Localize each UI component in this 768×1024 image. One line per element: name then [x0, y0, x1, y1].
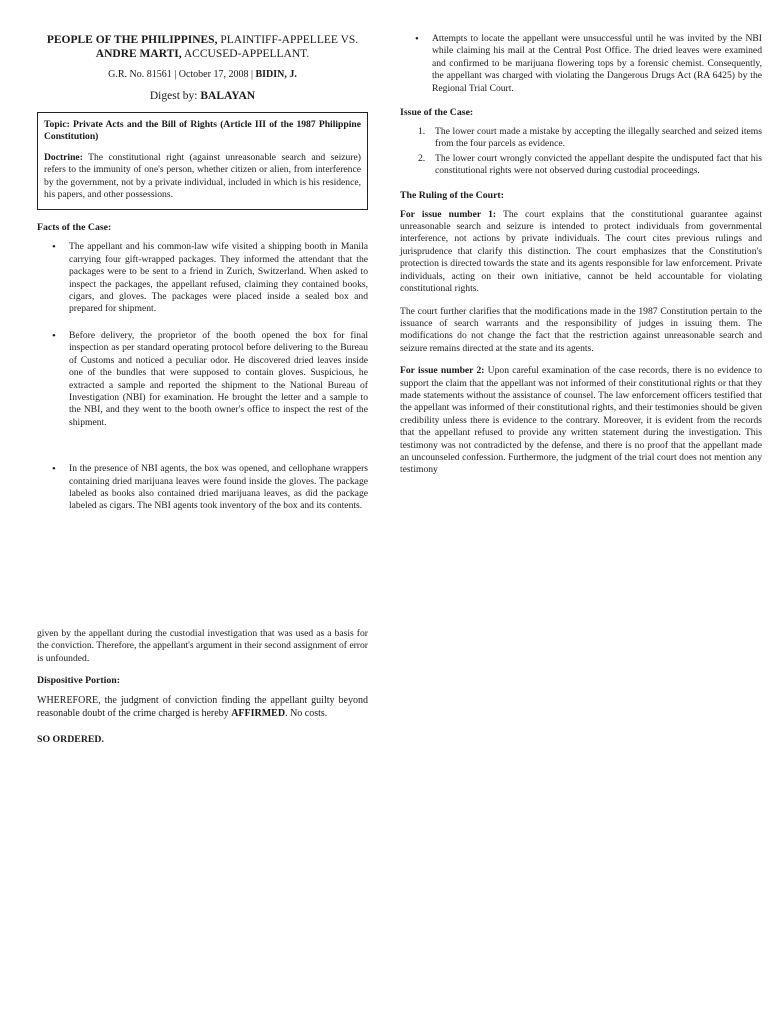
- issues-heading: Issue of the Case:: [400, 107, 474, 119]
- digest-label: Digest by:: [149, 90, 201, 102]
- list-item: • The appellant and his common-law wife visited a shipping booth in Manila carrying four gift-wrapped packages. They informed the attendant that the packages were to be sent to a friend in Zurich, Switzerland. When asked to inspect the packages, the appellant refused, claiming they contained books, cigars, and gloves. The packages were placed inside a sealed box and prepared for shipment.: [37, 241, 368, 315]
- issues-list: [400, 126, 762, 178]
- list-item: [400, 126, 762, 151]
- ruling-issue-1: [400, 209, 762, 296]
- doctrine-text: The constitutional right (against unreasonable search and seizure) refers to the immunity of one's person, whether citizen or alien, from interference by the government, not by a private individual, included in which is his residence, his papers, and other possessions.: [44, 151, 361, 201]
- ruling-heading: The Ruling of the Court:: [400, 189, 504, 201]
- right-column: [400, 33, 762, 487]
- list-item: • In the presence of NBI agents, the box was opened, and cellophane wrappers containing dried marijuana leaves were found inside the gloves. The package labeled as books also contained dried marijuana leaves, as did the package labeled as cigars. The NBI agents took inventory of the box and its contents.: [37, 463, 368, 513]
- list-item: [400, 153, 762, 178]
- case-meta: [37, 69, 368, 80]
- facts-heading: Facts of the Case:: [37, 222, 112, 234]
- ruling-issue-2-label: For issue number 2:: [400, 365, 485, 377]
- ruling-issue-2-cont: given by the appellant during the custodial investigation that was used as a basis for the conviction. Therefore, the appellant's argument in their second assignment of error is unfounded.: [37, 628, 368, 664]
- facts-list-continued: [400, 33, 762, 95]
- case-title-role2: ACCUSED-APPELLANT.: [181, 48, 310, 60]
- list-item: • Attempts to locate the appellant were unsuccessful until he was invited by the NBI while claiming his mail at the Central Post Office. The dried leaves were examined and confirmed to be marijuana flowering tops by a forensic chemist. Consequently, the appellant was charged with violating the Dangerous Drugs Act (RA 6425) by the Regional Trial Court.: [400, 33, 762, 95]
- continued-column: [37, 628, 368, 753]
- ruling-issue-1-label: For issue number 1:: [400, 208, 497, 220]
- ruling-issue-2-text: Upon careful examination of the case records, there is no evidence to support the claim that the appellant was not informed of their constitutional rights or that they made statements without the assistance of counsel. The law enforcement officers testified that the appellant was informed of their constitutional rights, and their testimonies should be given credibility unless there is evidence to the contrary. Moreover, it is evident from the records that the appellant refused to provide any written statement during the investigation. This testimony was not contradicted by the defense, and there is no proof that the appellant made an uncounseled confession. Furthermore, the judgment of the trial court does not mention any testimony: [400, 365, 762, 476]
- doctrine: [44, 152, 361, 202]
- list-item: • Before delivery, the proprietor of the booth opened the box for final inspection as per standard operating protocol before delivering to the Bureau of Customs and noticed a peculiar odor. He discovered dried leaves inside one of the bundles that were supposed to contain gloves. Suspicious, he extracted a sample and reported the shipment to the National Bureau of Investigation (NBI) for examination. He brought the letter and a sample to the NBI, and they went to the booth owner's office to inspect the rest of the shipment.: [37, 330, 368, 429]
- issue-number: 1.: [418, 126, 426, 138]
- doctrine-label: Doctrine:: [44, 151, 83, 163]
- ruling-issue-1-text: The court explains that the constitutional guarantee against unreasonable search and seizure is intended to protect individuals from governmental interference, not actions by private individuals. The court cites previous rulings and jurisprudence that clarify this distinction. The court emphasizes that the Constitution's protection is directed towards the state and its agents responsible for law enforcement. Private individuals, acting on their own initiative, cannot be held accountable for violating constitutional rights.: [400, 208, 763, 295]
- issue-number: 2.: [418, 152, 426, 164]
- digest-author: BALAYAN: [200, 90, 256, 102]
- topic-doctrine-box: [37, 112, 368, 210]
- case-title-party2: ANDRE MARTI,: [95, 48, 182, 60]
- dispositive-after: . No costs.: [285, 708, 328, 720]
- gr-number: G.R. No. 81561 | October 17, 2008 |: [108, 69, 256, 80]
- digest-by: [37, 90, 368, 102]
- ruling-issue-2: [400, 365, 762, 477]
- facts-list: [37, 241, 368, 512]
- dispositive-heading: Dispositive Portion:: [37, 675, 120, 687]
- so-ordered: SO ORDERED.: [37, 734, 104, 746]
- left-column: [37, 33, 368, 527]
- case-title-role1: PLAINTIFF-APPELLEE VS.: [217, 34, 359, 46]
- case-title-party1: PEOPLE OF THE PHILIPPINES,: [46, 34, 218, 46]
- dispositive-before: WHEREFORE, the judgment of conviction finding the appellant guilty beyond reasonable doubt of the crime charged is hereby: [37, 695, 368, 720]
- ruling-issue-1-cont: The court further clarifies that the modifications made in the 1987 Constitution pertain to the issuance of search warrants and the responsibility of judges in issuing them. The modifications do not change the fact that the restriction against unreasonable search and seizure remains directed at the state and its agents.: [400, 305, 762, 354]
- dispositive-affirmed: AFFIRMED: [231, 708, 286, 720]
- issue-text: The lower court wrongly convicted the appellant despite the undisputed fact that his constitutional rights were not observed during custodial proceedings.: [435, 152, 762, 177]
- dispositive-text: [37, 694, 368, 720]
- case-title: [37, 33, 368, 61]
- issue-text: The lower court made a mistake by accepting the illegally searched and seized items from the four parcels as evidence.: [435, 126, 762, 150]
- ponente: BIDIN, J.: [255, 69, 297, 80]
- topic-text: Topic: Private Acts and the Bill of Rights (Article III of the 1987 Philippine Constitution): [44, 119, 361, 143]
